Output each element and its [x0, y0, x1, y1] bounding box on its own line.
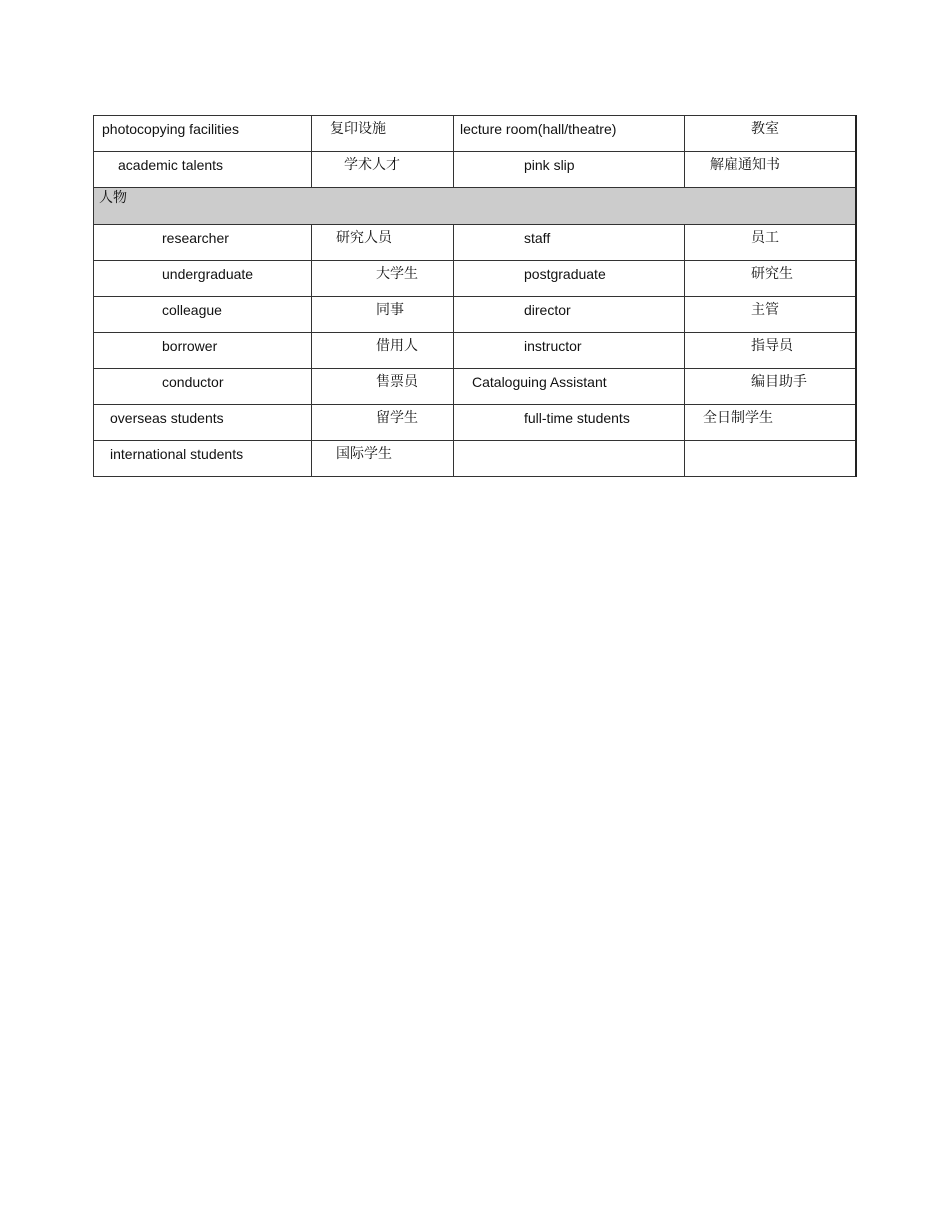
chinese-term-cell: 教室 [685, 116, 856, 152]
table-row [94, 405, 856, 441]
english-term-cell: international students [94, 441, 312, 477]
chinese-term-cell: 研究生 [685, 261, 856, 297]
chinese-term-cell: 全日制学生 [685, 405, 856, 441]
chinese-term-cell: 解雇通知书 [685, 152, 856, 188]
table-row [94, 297, 856, 333]
table-row [94, 369, 856, 405]
section-header-cell: 人物 [94, 188, 856, 225]
chinese-term-cell: 同事 [312, 297, 454, 333]
english-term-cell: undergraduate [94, 261, 312, 297]
english-term-cell: instructor [454, 333, 685, 369]
english-term-cell: lecture room(hall/theatre) [454, 116, 685, 152]
empty-cell [454, 441, 685, 477]
english-term-cell: staff [454, 225, 685, 261]
chinese-term-cell: 指导员 [685, 333, 856, 369]
empty-cell [685, 441, 856, 477]
table-row [94, 333, 856, 369]
english-term-cell: colleague [94, 297, 312, 333]
chinese-term-cell: 售票员 [312, 369, 454, 405]
table-row [94, 261, 856, 297]
chinese-term-cell: 主管 [685, 297, 856, 333]
english-term-cell: researcher [94, 225, 312, 261]
chinese-term-cell: 借用人 [312, 333, 454, 369]
table-row [94, 441, 856, 477]
chinese-term-cell: 学术人才 [312, 152, 454, 188]
chinese-term-cell: 国际学生 [312, 441, 454, 477]
chinese-term-cell: 员工 [685, 225, 856, 261]
english-term-cell: pink slip [454, 152, 685, 188]
english-term-cell: director [454, 297, 685, 333]
english-term-cell: postgraduate [454, 261, 685, 297]
english-term-cell: full-time students [454, 405, 685, 441]
table-row [94, 152, 856, 188]
english-term-cell: overseas students [94, 405, 312, 441]
section-header-row [94, 188, 856, 225]
english-term-cell: photocopying facilities [94, 116, 312, 152]
english-term-cell: academic talents [94, 152, 312, 188]
chinese-term-cell: 编目助手 [685, 369, 856, 405]
table-row [94, 225, 856, 261]
vocabulary-table [93, 115, 857, 477]
chinese-term-cell: 复印设施 [312, 116, 454, 152]
english-term-cell: conductor [94, 369, 312, 405]
english-term-cell: Cataloguing Assistant [454, 369, 685, 405]
english-term-cell: borrower [94, 333, 312, 369]
chinese-term-cell: 研究人员 [312, 225, 454, 261]
chinese-term-cell: 留学生 [312, 405, 454, 441]
chinese-term-cell: 大学生 [312, 261, 454, 297]
table-row [94, 116, 856, 152]
